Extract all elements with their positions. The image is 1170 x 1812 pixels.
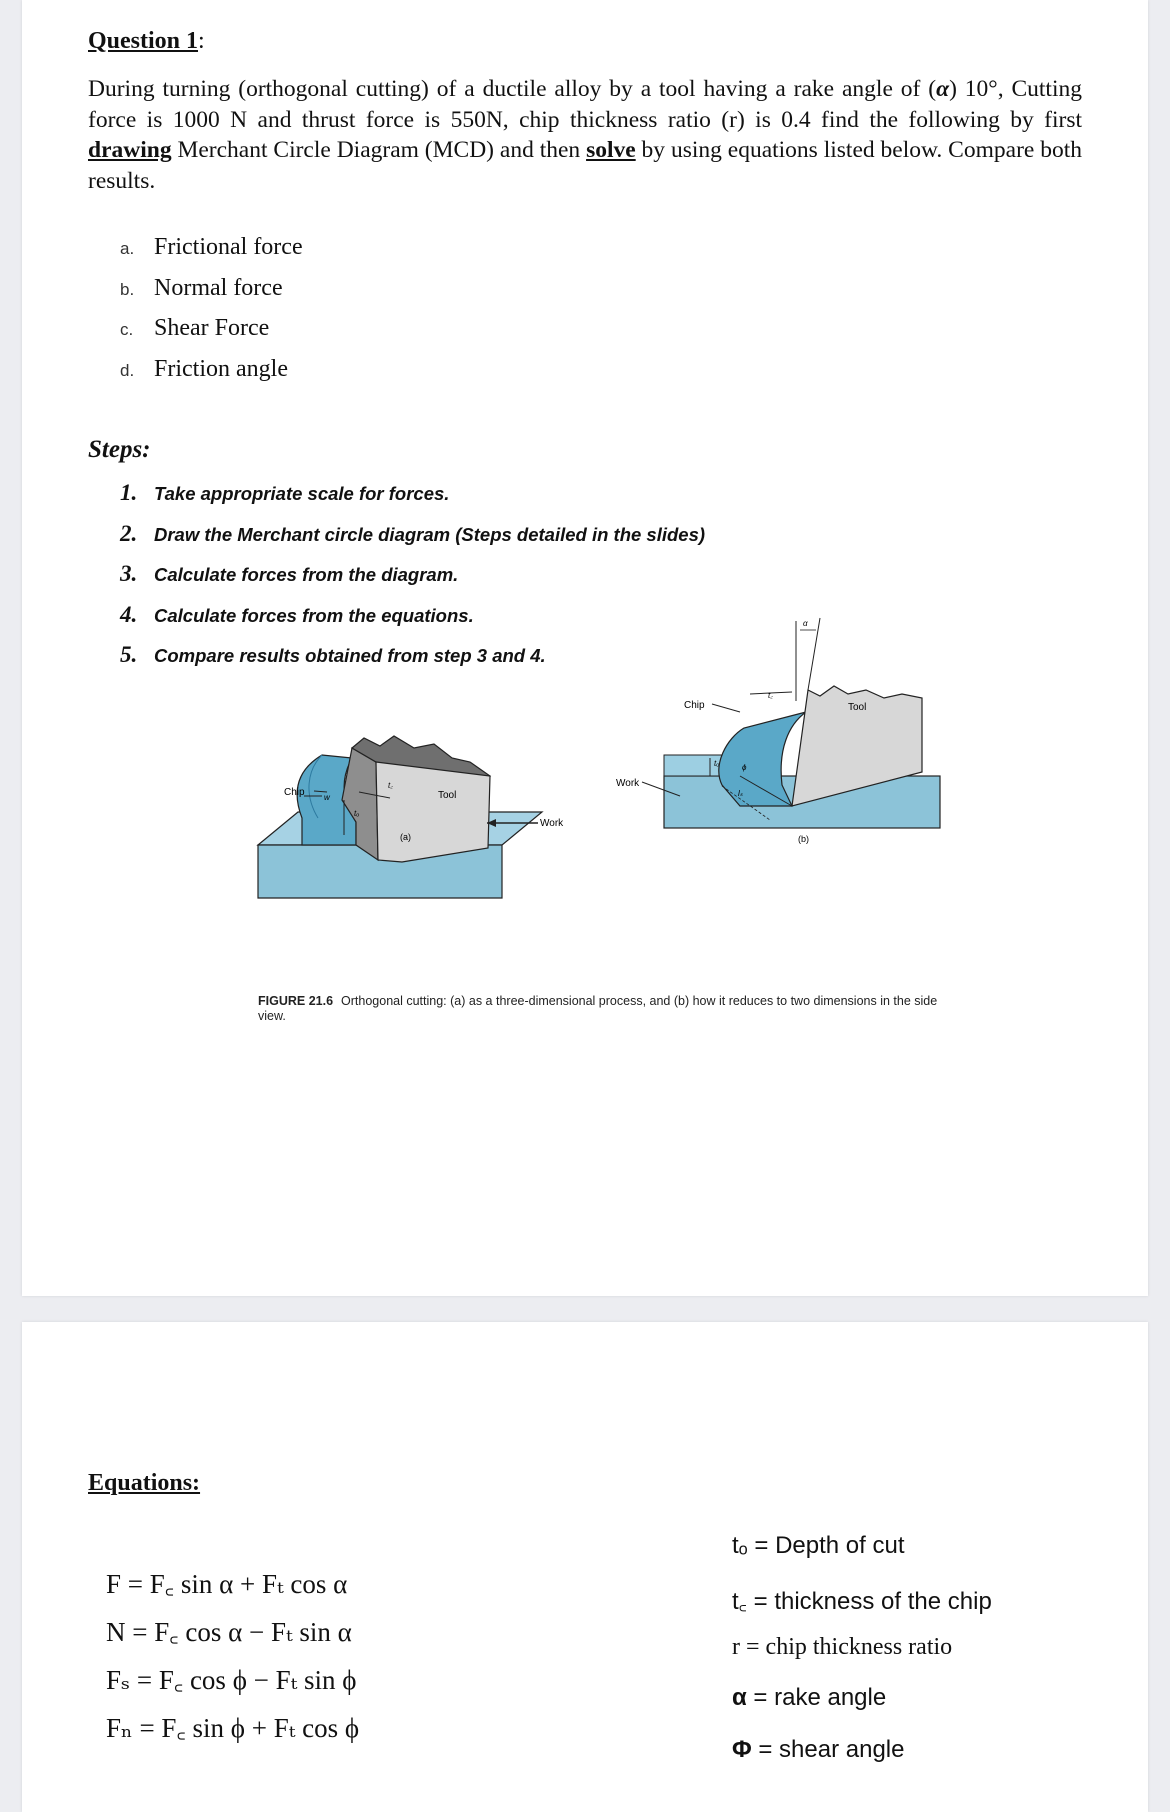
list-item (120, 275, 303, 316)
def-symbol: t꜀ (732, 1588, 747, 1615)
def-text: = Depth of cut (747, 1532, 905, 1559)
def-symbol: α (732, 1684, 747, 1711)
def-text: = rake angle (746, 1684, 887, 1711)
item-letter: a. (120, 239, 135, 258)
question-title-text: Question 1 (88, 28, 199, 54)
step-item (120, 602, 705, 643)
question-body (88, 74, 1082, 196)
label-tc-a: t꜀ (388, 781, 393, 790)
label-work-a: Work (540, 818, 564, 829)
step-text: Take appropriate scale for forces. (154, 483, 450, 504)
equation-shear-normal: Fₙ = F꜀ sin ϕ + Fₜ cos ϕ (106, 1713, 360, 1743)
list-item (120, 356, 303, 397)
def-text: = chip thickness ratio (740, 1634, 953, 1660)
step-number: 1. (120, 480, 138, 505)
equation-shear: Fₛ = F꜀ cos ϕ − Fₜ sin ϕ (106, 1665, 357, 1695)
step-item (120, 521, 705, 562)
equation-normal: N = F꜀ cos α − Fₜ sin α (106, 1617, 352, 1647)
item-text: Friction angle (154, 355, 288, 382)
label-tool-b: Tool (848, 702, 867, 713)
def-text: = thickness of the chip (746, 1588, 992, 1615)
step-item (120, 480, 705, 521)
page-1 (22, 0, 1148, 1296)
figure-a-3d (258, 736, 564, 898)
question-text-4: by using equations listed below. Compare both results. (88, 137, 1082, 194)
rake-face-line (808, 618, 820, 690)
question-subitems (120, 234, 303, 396)
step-item (120, 642, 705, 683)
caption-label: FIGURE 21.6 (258, 994, 334, 1008)
definition-tc (732, 1584, 992, 1617)
label-work-b: Work (616, 778, 640, 789)
equations-title: Equations: (88, 1470, 201, 1496)
step-number: 5. (120, 642, 138, 667)
alpha-symbol: α (936, 76, 950, 102)
step-text: Calculate forces from the diagram. (154, 564, 459, 585)
drawing-emphasis: drawing (88, 137, 172, 163)
question-text-2: ) 10°, Cutting force is 1000 N and thrust force is 550N, chip thickness ratio (r) is 0.4 find the following by first (88, 76, 1082, 133)
item-letter: d. (120, 360, 135, 380)
question-text-3: Merchant Circle Diagram (MCD) and then (171, 137, 587, 163)
definition-alpha (732, 1684, 886, 1712)
def-symbol: r (732, 1634, 740, 1660)
item-text: Normal force (154, 274, 283, 301)
steps-list (120, 480, 705, 683)
label-tc-b: t꜀ (768, 691, 773, 700)
step-text: Draw the Merchant circle diagram (Steps detailed in the slides) (154, 523, 706, 545)
steps-title: Steps: (88, 436, 151, 463)
label-alpha: α (803, 619, 808, 628)
label-chip-b: Chip (684, 700, 705, 711)
label-ls: lₛ (738, 789, 743, 798)
label-chip-a: Chip (284, 787, 305, 798)
step-text: Calculate forces from the equations. (154, 604, 474, 626)
definition-to (732, 1532, 905, 1560)
question-title (88, 28, 205, 55)
def-symbol: Φ (732, 1736, 752, 1763)
step-number: 2. (120, 520, 138, 546)
step-number: 4. (120, 601, 138, 627)
label-phi: ϕ (742, 763, 747, 772)
solve-emphasis: solve (586, 137, 636, 163)
label-tool-a: Tool (438, 790, 457, 801)
item-text: Shear Force (154, 315, 270, 341)
label-to-b: tₒ (714, 759, 720, 768)
definition-r (732, 1634, 952, 1661)
equations-list (106, 1564, 359, 1756)
list-item (120, 315, 303, 356)
equation-friction: F = F꜀ sin α + Fₜ cos α (106, 1569, 348, 1599)
item-letter: b. (120, 279, 135, 299)
figure-caption (258, 994, 938, 1024)
item-letter: c. (120, 320, 134, 339)
item-text: Frictional force (154, 234, 303, 260)
label-b: (b) (798, 834, 809, 844)
chip-leader-b (712, 704, 740, 712)
step-item (120, 561, 705, 602)
label-to-a: tₒ (354, 809, 360, 818)
step-text: Compare results obtained from step 3 and 4. (154, 645, 546, 666)
question-title-colon: : (198, 28, 205, 54)
def-text: = shear angle (751, 1736, 905, 1763)
label-w: w (324, 793, 330, 802)
question-text-1: During turning (orthogonal cutting) of a ductile alloy by a tool having a rake angle of ( (88, 76, 937, 102)
step-number: 3. (120, 561, 138, 586)
page-2 (22, 1322, 1148, 1812)
label-a: (a) (400, 832, 411, 842)
definition-phi (732, 1736, 904, 1764)
def-symbol: tₒ (732, 1532, 748, 1559)
list-item (120, 234, 303, 275)
tool-front-face (376, 762, 490, 862)
caption-text: Orthogonal cutting: (a) as a three-dimensional process, and (b) how it reduces to two dimensions in the side view. (258, 994, 938, 1023)
